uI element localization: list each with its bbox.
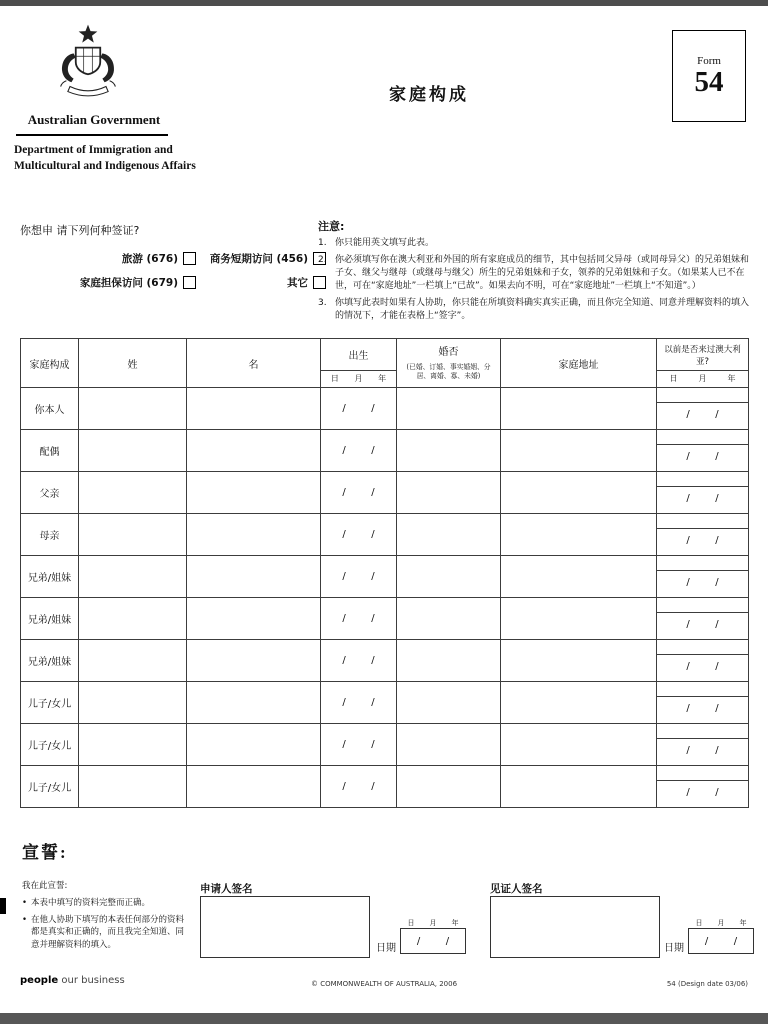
surname-cell[interactable] xyxy=(79,766,187,808)
given-name-cell[interactable] xyxy=(187,682,321,724)
notes-title: 注意: xyxy=(318,220,345,233)
form-number-box xyxy=(672,30,746,122)
surname-cell[interactable] xyxy=(79,724,187,766)
australia-answer-area[interactable] xyxy=(657,472,748,487)
marital-label: 婚否 xyxy=(438,346,459,358)
note-number: 3. xyxy=(318,298,327,309)
note-number: 2. xyxy=(318,255,327,266)
given-name-cell[interactable] xyxy=(187,430,321,472)
birth-date-cell[interactable]: / / xyxy=(321,430,397,472)
birth-date-cell[interactable]: / / xyxy=(321,766,397,808)
given-name-cell[interactable] xyxy=(187,766,321,808)
given-name-cell[interactable] xyxy=(187,640,321,682)
birth-date-cell[interactable]: / / xyxy=(321,640,397,682)
surname-cell[interactable] xyxy=(79,430,187,472)
birth-date-cell[interactable]: / / xyxy=(321,724,397,766)
australia-cell[interactable] xyxy=(657,766,749,808)
address-cell[interactable] xyxy=(501,682,657,724)
birth-date-cell[interactable]: / / xyxy=(321,598,397,640)
given-name-cell[interactable] xyxy=(187,556,321,598)
table-row-mother xyxy=(21,514,749,556)
note-text: 你填写此表时如果有人协助，你只能在所填资料确实真实正确，而且你完全知道、同意并理解资料的填入的情况下，才能在表格上“签字”。 xyxy=(335,298,750,322)
australia-cell[interactable] xyxy=(657,514,749,556)
marital-note: (已婚、订婚、事实婚姻、分居、离婚、寡、未婚) xyxy=(406,362,491,380)
marital-cell[interactable] xyxy=(397,766,501,808)
australia-date-area[interactable]: / / xyxy=(686,493,719,504)
declaration-point-1 xyxy=(22,897,190,910)
australia-cell[interactable] xyxy=(657,430,749,472)
visa-option-business-label: 商务短期访问 (456) xyxy=(209,253,308,265)
family-member-label: 配偶 xyxy=(21,430,79,472)
note-number: 1. xyxy=(318,238,327,248)
surname-cell[interactable] xyxy=(79,472,187,514)
family-member-label: 儿子/女儿 xyxy=(21,724,79,766)
table-row-child-3 xyxy=(21,766,749,808)
day-label: 日 xyxy=(330,374,339,383)
witness-signature-box[interactable] xyxy=(490,896,660,958)
address-cell[interactable] xyxy=(501,472,657,514)
australia-answer-area[interactable] xyxy=(657,724,748,739)
month-label: 月 xyxy=(698,374,707,383)
birth-date-cell[interactable]: / / xyxy=(321,556,397,598)
department-line1: Department of Immigration and xyxy=(14,144,173,156)
date-dmy-labels xyxy=(400,918,466,928)
form-number: 54 xyxy=(694,66,724,98)
year-label: 年 xyxy=(378,374,387,383)
visa-option-family-label: 家庭担保访问 (679) xyxy=(79,277,178,289)
visa-option-tourist xyxy=(20,251,196,266)
address-cell[interactable] xyxy=(501,388,657,430)
day-label: 日 xyxy=(695,919,703,927)
footer-slogan-bold: people xyxy=(20,975,59,986)
table-row-self xyxy=(21,388,749,430)
australia-answer-area[interactable] xyxy=(657,682,748,697)
day-label: 日 xyxy=(407,919,415,927)
australia-answer-area[interactable] xyxy=(657,388,748,403)
marital-cell[interactable] xyxy=(397,472,501,514)
australia-cell[interactable] xyxy=(657,598,749,640)
applicant-date-group xyxy=(376,918,468,954)
given-name-cell[interactable] xyxy=(187,724,321,766)
address-cell[interactable] xyxy=(501,640,657,682)
col-australia-header xyxy=(657,339,749,388)
surname-cell[interactable] xyxy=(79,556,187,598)
note-item-2 xyxy=(318,254,754,293)
col-birth-header xyxy=(321,339,397,388)
department-line2: Multicultural and Indigenous Affairs xyxy=(14,160,196,173)
department-name xyxy=(14,142,234,174)
table-row-child-1 xyxy=(21,682,749,724)
viewer-top-edge xyxy=(0,0,768,6)
col-marital-header xyxy=(397,339,501,388)
date-label: 日期 xyxy=(664,943,684,954)
declaration-title: 宣誓: xyxy=(22,843,68,862)
marital-cell[interactable] xyxy=(397,598,501,640)
australia-cell[interactable] xyxy=(657,472,749,514)
family-composition-table xyxy=(20,338,749,808)
family-member-label: 兄弟/姐妹 xyxy=(21,640,79,682)
footer-form-code: 54 (Design date 03/06) xyxy=(666,980,748,988)
table-row-spouse xyxy=(21,430,749,472)
marital-cell[interactable] xyxy=(397,388,501,430)
birth-date-cell[interactable]: / / xyxy=(321,514,397,556)
form-label: Form xyxy=(697,55,721,67)
surname-cell[interactable] xyxy=(79,514,187,556)
australia-answer-area[interactable] xyxy=(657,766,748,781)
coat-of-arms xyxy=(52,24,124,108)
marital-cell[interactable] xyxy=(397,682,501,724)
notes-section xyxy=(318,218,754,327)
month-label: 月 xyxy=(354,374,363,383)
declaration-intro: 我在此宣誓: xyxy=(22,881,68,891)
birth-dmy-labels xyxy=(321,370,396,387)
visa-option-other xyxy=(196,275,326,290)
australia-date-area[interactable]: / / xyxy=(686,451,719,462)
applicant-signature-box[interactable] xyxy=(200,896,370,958)
australia-label: 以前是否来过澳大利亚? xyxy=(664,344,741,367)
address-cell[interactable] xyxy=(501,598,657,640)
address-cell[interactable] xyxy=(501,514,657,556)
australia-date-area[interactable]: / / xyxy=(686,619,719,630)
australia-cell[interactable] xyxy=(657,640,749,682)
tourist-checkbox[interactable] xyxy=(183,252,196,265)
address-cell[interactable] xyxy=(501,556,657,598)
marital-cell[interactable] xyxy=(397,514,501,556)
witness-date-group xyxy=(664,918,756,954)
declaration-statements xyxy=(22,880,190,956)
visa-option-tourist-label: 旅游 (676) xyxy=(121,253,178,265)
family-member-label: 你本人 xyxy=(21,388,79,430)
declaration-point-text: • 在他人协助下填写的本表任何部分的资料都是真实和正确的，而且我完全知道、同意并理解资料的填入。 xyxy=(31,914,185,950)
surname-cell[interactable] xyxy=(79,598,187,640)
day-label: 日 xyxy=(669,374,678,383)
australia-cell[interactable] xyxy=(657,682,749,724)
applicant-signature-label: 申请人签名 xyxy=(200,883,253,895)
australia-dmy-labels xyxy=(657,370,748,387)
witness-date-box[interactable]: / / xyxy=(688,928,754,954)
date-dmy-labels xyxy=(688,918,754,928)
australia-date-area[interactable]: / / xyxy=(686,787,719,798)
family-member-label: 父亲 xyxy=(21,472,79,514)
australia-answer-area[interactable] xyxy=(657,430,748,445)
australia-date-area[interactable]: / / xyxy=(686,703,719,714)
australia-date-area[interactable]: / / xyxy=(686,745,719,756)
marital-cell[interactable] xyxy=(397,724,501,766)
given-name-cell[interactable] xyxy=(187,472,321,514)
witness-signature-label: 见证人签名 xyxy=(490,883,543,895)
australia-answer-area[interactable] xyxy=(657,556,748,571)
visa-question-section xyxy=(20,222,330,290)
col-surname-header: 姓 xyxy=(79,339,187,388)
australia-cell[interactable] xyxy=(657,556,749,598)
address-cell[interactable] xyxy=(501,430,657,472)
table-header-row xyxy=(21,339,749,388)
australia-answer-area[interactable] xyxy=(657,514,748,529)
australia-date-area[interactable]: / / xyxy=(686,535,719,546)
footer-slogan-rest: our business xyxy=(58,975,125,986)
birth-date-cell[interactable]: / / xyxy=(321,472,397,514)
family-member-label: 儿子/女儿 xyxy=(21,682,79,724)
note-item-3 xyxy=(318,297,754,323)
family-member-label: 兄弟/姐妹 xyxy=(21,598,79,640)
header-divider xyxy=(16,134,168,136)
visa-question: 你想申 请下列何种签证? xyxy=(20,224,140,237)
family-member-label: 兄弟/姐妹 xyxy=(21,556,79,598)
page-title: 家庭构成 xyxy=(389,85,469,105)
address-cell[interactable] xyxy=(501,766,657,808)
note-text: 你只能用英文填写此表。 xyxy=(335,238,435,248)
note-item-1 xyxy=(318,237,754,250)
col-address-header: 家庭地址 xyxy=(501,339,657,388)
family-member-label: 儿子/女儿 xyxy=(21,766,79,808)
marital-cell[interactable] xyxy=(397,640,501,682)
table-row-child-2 xyxy=(21,724,749,766)
given-name-cell[interactable] xyxy=(187,388,321,430)
australia-answer-area[interactable] xyxy=(657,598,748,613)
note-text: 你必须填写你在澳大利亚和外国的所有家庭成员的细节，其中包括同父异母（或同母异父）的兄弟姐妹和子女、继父与继母（或继母与继父）所生的兄弟姐妹和子女，领养的兄弟姐妹和子女。（如果某人已不在世，可在“家庭地址”一栏填上“已故”。如果去向不明，可在“家庭地址”一栏填上“不知道”。） xyxy=(335,255,750,292)
visa-option-other-label: 其它 xyxy=(287,277,308,289)
applicant-date-box[interactable]: / / xyxy=(400,928,466,954)
surname-cell[interactable] xyxy=(79,682,187,724)
given-name-cell[interactable] xyxy=(187,598,321,640)
table-row-sibling-3 xyxy=(21,640,749,682)
given-name-cell[interactable] xyxy=(187,514,321,556)
date-label: 日期 xyxy=(376,943,396,954)
australia-date-area[interactable]: / / xyxy=(686,661,719,672)
col-given-name-header: 名 xyxy=(187,339,321,388)
declaration-point-text: • 本表中填写的资料完整而正确。 xyxy=(31,897,151,908)
year-label: 年 xyxy=(727,374,736,383)
family-member-label: 母亲 xyxy=(21,514,79,556)
address-cell[interactable] xyxy=(501,724,657,766)
australia-answer-area[interactable] xyxy=(657,640,748,655)
birth-date-cell[interactable]: / / xyxy=(321,388,397,430)
surname-cell[interactable] xyxy=(79,388,187,430)
government-name: Australian Government xyxy=(27,112,161,127)
australia-date-area[interactable]: / / xyxy=(686,409,719,420)
surname-cell[interactable] xyxy=(79,640,187,682)
footer-copyright: © COMMONWEALTH OF AUSTRALIA, 2006 xyxy=(310,980,458,988)
australia-date-area[interactable]: / / xyxy=(686,577,719,588)
marital-cell[interactable] xyxy=(397,430,501,472)
table-row-sibling-1 xyxy=(21,556,749,598)
family-checkbox[interactable] xyxy=(183,276,196,289)
visa-option-business xyxy=(196,251,326,266)
year-label: 年 xyxy=(451,919,459,927)
australia-cell[interactable] xyxy=(657,724,749,766)
table-row-father xyxy=(21,472,749,514)
year-label: 年 xyxy=(739,919,747,927)
visa-options xyxy=(20,251,330,290)
marital-cell[interactable] xyxy=(397,556,501,598)
month-label: 月 xyxy=(717,919,725,927)
australia-cell[interactable] xyxy=(657,388,749,430)
birth-date-cell[interactable]: / / xyxy=(321,682,397,724)
visa-option-family xyxy=(20,275,196,290)
month-label: 月 xyxy=(429,919,437,927)
declaration-point-2 xyxy=(22,914,190,952)
scan-artifact xyxy=(0,898,6,914)
table-row-sibling-2 xyxy=(21,598,749,640)
col-family-header: 家庭构成 xyxy=(21,339,79,388)
birth-label: 出生 xyxy=(348,351,369,362)
viewer-bottom-edge xyxy=(0,1013,768,1024)
